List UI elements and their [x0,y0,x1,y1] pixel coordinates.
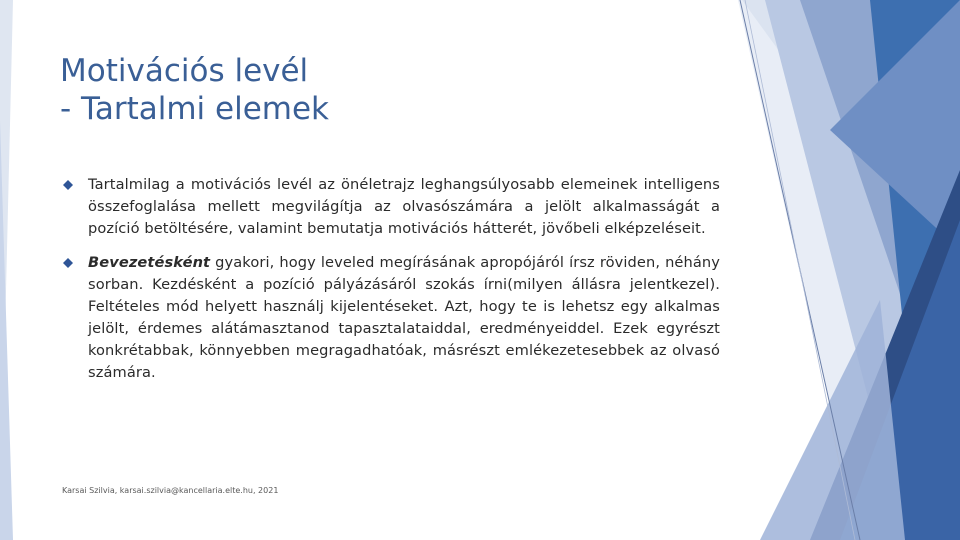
page-title [60,52,660,128]
footer-text: Karsai Szilvia, karsai.szilvia@kancellaria.elte.hu, 2021 [62,486,279,495]
diamond-bullet-icon [63,258,73,268]
title-line-2: - Tartalmi elemek [60,91,329,127]
bullet-2-lead: Bevezetésként [88,254,211,271]
title-line-1: Motivációs levél [60,53,309,89]
diamond-bullet-icon [63,180,73,190]
bullet-item-1 [60,174,720,240]
bullet-list [60,174,720,396]
bullet-1-text: Tartalmilag a motivációs levél az önéletrajz leghangsúlyosabb elemeinek intelligens összefoglalása mellett megvilágítja az olvasószámára a jelölt alkalmasságát a pozíció betöltésére, valamint bemutatja motivációs hátterét, jövőbeli elképzeléseit. [88,176,720,237]
bullet-2-text: gyakori, hogy leveled megírásának apropójáról írsz röviden, néhány sorban. Kezdésként a pozíció pályázásáról szokás írni(milyen állásra jelentkezel). Feltételes mód helyett használj kijelentéseket. Azt, hogy te is lehetsz egy alkalmas jelölt, érdemes alátámasztanod tapasztalataiddal, eredményeiddel. Ezek egyrészt konkrétabbak, könnyebben megragadhatóak, másrészt emlékezetesebbek az olvasó számára. [88,254,720,381]
bullet-item-2 [60,252,720,384]
